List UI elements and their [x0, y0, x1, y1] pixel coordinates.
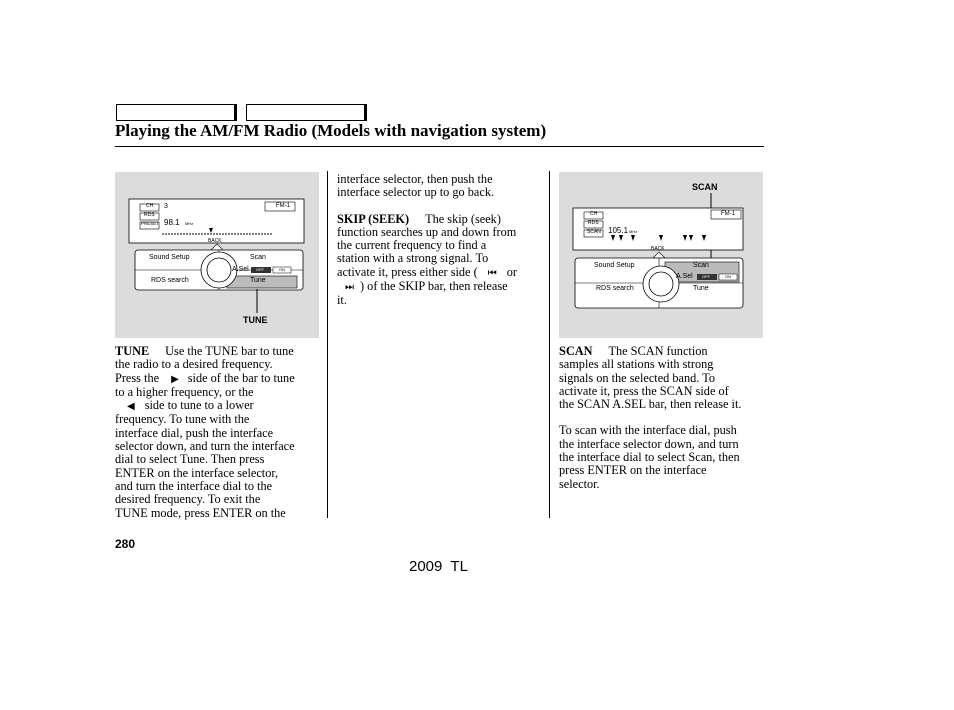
screen-btn-rds-r: RDS: [588, 220, 599, 226]
text-line: or: [506, 264, 517, 279]
text-line: ) of the SKIP bar, then release: [360, 279, 508, 294]
text-line: The SCAN function: [608, 344, 708, 358]
play-left-icon: ◀: [127, 401, 135, 413]
column-divider-2: [549, 171, 550, 518]
text-line: to a higher frequency, or the: [115, 384, 254, 399]
frequency-readout: 98.1: [164, 218, 180, 227]
screen-btn-rds: RDS: [144, 212, 155, 218]
text-line: function searches up and down from: [337, 224, 517, 239]
skip-heading: SKIP (SEEK): [337, 211, 410, 226]
header-tab-2: [246, 104, 367, 121]
off-label-r: OFF: [702, 274, 710, 279]
text-line: side to tune to a lower: [144, 398, 254, 413]
text-line: it.: [337, 293, 347, 308]
text-line: selector.: [559, 476, 600, 491]
text-line: the SCAN A.SEL bar, then release it.: [559, 397, 742, 412]
frequency-unit: MHz: [185, 221, 194, 226]
text-line: side of the bar to tune: [187, 370, 295, 385]
text-line: Use the TUNE bar to tune: [165, 344, 294, 358]
tune-callout: TUNE: [243, 315, 268, 325]
tune-label: Tune: [250, 277, 266, 284]
text-line: To scan with the interface dial, push: [559, 423, 737, 438]
page-number: 280: [115, 537, 136, 551]
header-tab-1: [116, 104, 237, 121]
frequency-readout-r: 105.1: [608, 226, 629, 235]
text-line: interface dial, push the interface: [115, 425, 274, 440]
back-label-r: BACK: [651, 246, 665, 252]
skip-back-icon: ⏮: [487, 267, 497, 279]
text-line: ENTER on the interface selector,: [115, 465, 279, 480]
screen-btn-ch: CH: [146, 203, 154, 209]
text-line: the radio to a desired frequency.: [115, 357, 273, 372]
tune-figure: [115, 172, 319, 338]
rds-search-label-r: RDS search: [596, 285, 634, 292]
asel-label: A.Sel: [232, 266, 249, 273]
rds-search-label: RDS search: [151, 277, 189, 284]
column-divider-1: [327, 171, 328, 518]
text-line: dial to select Tune. Then press: [115, 452, 265, 467]
page-title: Playing the AM/FM Radio (Models with navigation system): [115, 121, 547, 140]
scan-label-r: Scan: [693, 262, 709, 269]
tune-display-illustration: [115, 172, 319, 338]
scan-label: Scan: [250, 254, 266, 261]
text-line: the current frequency to find a: [337, 238, 487, 253]
band-label: FM-1: [276, 203, 290, 209]
play-right-icon: ▶: [171, 373, 179, 385]
on-label: ON: [279, 267, 285, 272]
text-line: activate it, press the SCAN side of: [559, 383, 729, 398]
text-line: TUNE mode, press ENTER on the: [115, 505, 286, 520]
scan-display-illustration: [559, 172, 763, 338]
title-rule: [115, 146, 764, 147]
scan-callout: SCAN: [692, 182, 718, 192]
back-label: BACK: [208, 238, 222, 244]
screen-btn-scan-r: SCAN: [587, 229, 601, 235]
text-line: The skip (seek): [425, 211, 501, 226]
text-line: the interface dial to select Scan, then: [559, 450, 740, 465]
text-line: interface selector, then push the: [337, 172, 493, 186]
text-line: and turn the interface dial to the: [115, 478, 273, 493]
skip-forward-icon: ⏭: [345, 282, 354, 294]
text-line: activate it, press either side (: [337, 264, 478, 279]
text-line: signals on the selected band. To: [559, 370, 716, 385]
on-label-r: ON: [725, 274, 731, 279]
frequency-unit-r: MHz: [629, 229, 638, 234]
tune-heading: TUNE: [115, 344, 150, 358]
text-line: station with a strong signal. To: [337, 251, 489, 266]
scan-heading: SCAN: [559, 344, 593, 358]
text-line: interface selector up to go back.: [337, 185, 495, 200]
skip-section: [337, 173, 547, 308]
text-line: frequency. To tune with the: [115, 412, 250, 427]
text-line: press ENTER on the interface: [559, 463, 707, 478]
scan-section: [559, 345, 769, 491]
text-line: desired frequency. To exit the: [115, 492, 261, 507]
text-line: selector down, and turn the interface: [115, 439, 295, 454]
off-label: OFF: [256, 267, 264, 272]
band-label-r: FM-1: [721, 211, 735, 217]
screen-btn-preset: PRESET: [141, 221, 160, 226]
text-line: Press the: [115, 370, 160, 385]
sound-setup-label: Sound Setup: [149, 254, 190, 261]
tune-section: [115, 345, 325, 520]
asel-label-r: A.Sel: [676, 273, 693, 280]
sound-setup-label-r: Sound Setup: [594, 262, 635, 269]
text-line: samples all stations with strong: [559, 357, 714, 372]
footer-model: 2009 TL: [409, 558, 468, 575]
preset-number: 3: [164, 203, 168, 210]
tune-label-r: Tune: [693, 285, 709, 292]
scan-figure: [559, 172, 763, 338]
screen-btn-ch-r: CH: [590, 211, 598, 217]
text-line: the interface selector down, and turn: [559, 436, 739, 451]
